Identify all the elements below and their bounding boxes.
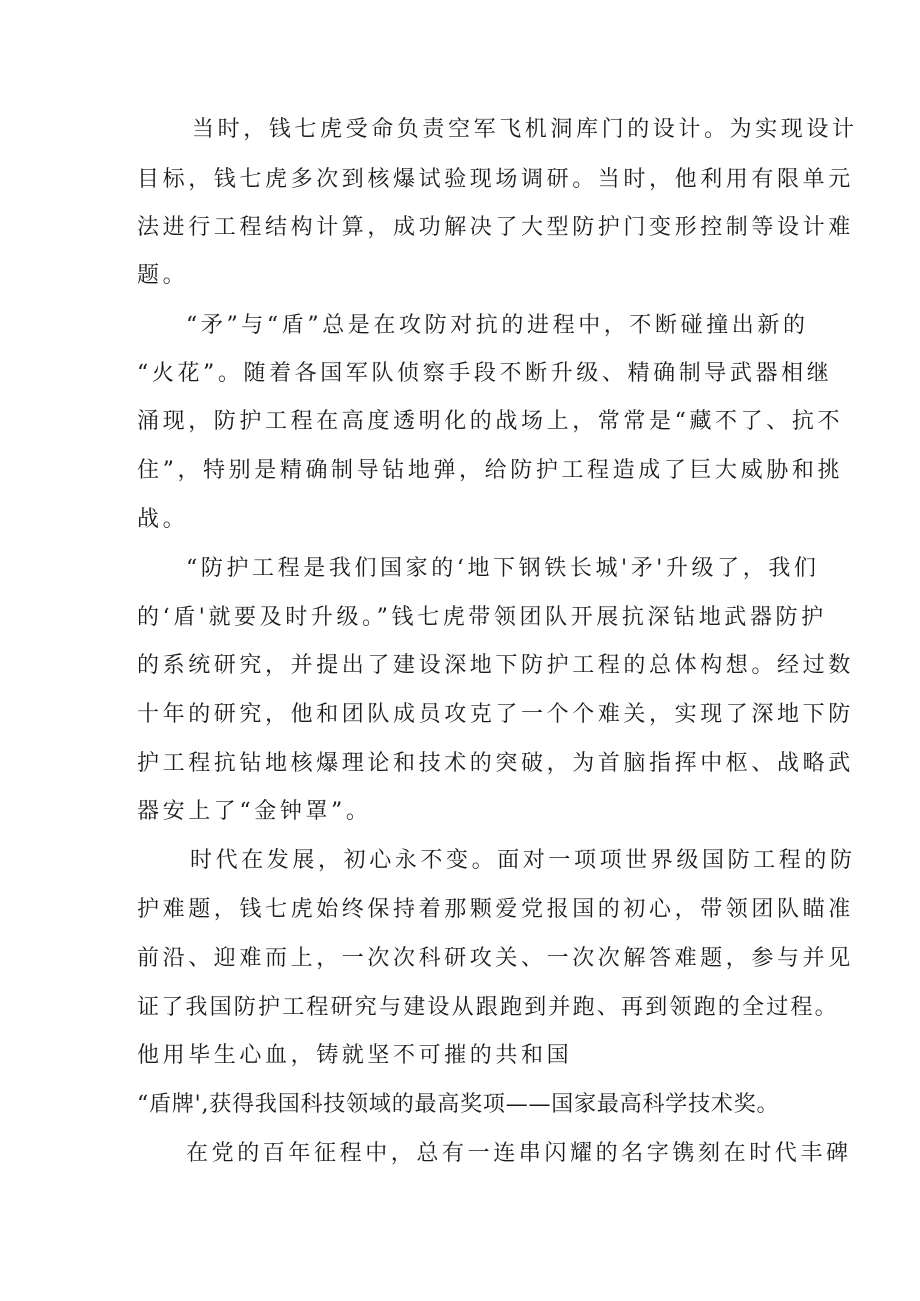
paragraph-2-line-4: 住”，特别是精确制导钻地弹，给防护工程造成了巨大威胁和挑 (137, 458, 844, 483)
paragraph-1-line-1: 当时，钱七虎受命负责空军飞机洞库门的设计。为实现设计 (192, 117, 858, 142)
paragraph-3-line-4: 十年的研究，他和团队成员攻克了一个个难关，实现了深地下防 (137, 702, 854, 727)
paragraph-3-line-3: 的系统研究，并提出了建设深地下防护工程的总体构想。经过数 (137, 653, 854, 678)
paragraph-5-line-1: 在党的百年征程中，总有一连串闪耀的名字镌刻在时代丰碑 (186, 1141, 852, 1166)
paragraph-4-line-1: 时代在发展，初心永不变。面对一项项世界级国防工程的防 (190, 848, 856, 873)
paragraph-2-line-3: 涌现，防护工程在高度透明化的战场上，常常是“藏不了、抗不 (137, 409, 844, 434)
paragraph-2-line-5: 战。 (137, 507, 189, 532)
paragraph-3-line-1: “防护工程是我们国家的‘地下钢铁长城'矛'升级了，我们 (186, 556, 820, 581)
paragraph-3-line-2: 的‘盾'就要及时升级。”钱七虎带领团队开展抗深钻地武器防护 (137, 605, 827, 630)
paragraph-4-line-3: 前沿、迎难而上，一次次科研攻关、一次次解答难题，参与并见 (137, 946, 854, 971)
paragraph-2-line-2: “火花”。随着各国军队侦察手段不断升级、精确制导武器相继 (137, 361, 833, 386)
paragraph-1-line-2: 目标，钱七虎多次到核爆试验现场调研。当时，他利用有限单元 (137, 167, 854, 192)
paragraph-1-line-3: 法进行工程结构计算，成功解决了大型防护门变形控制等设计难 (137, 215, 854, 240)
paragraph-3-line-5: 护工程抗钻地核爆理论和技术的突破，为首脑指挥中枢、战略武 (137, 751, 854, 776)
paragraph-4-line-2: 护难题，钱七虎始终保持着那颗爱党报国的初心，带领团队瞄准 (137, 897, 854, 922)
paragraph-3-line-6: 器安上了“金钟罩”。 (137, 799, 372, 824)
paragraph-4-line-5: 他用毕生心血，铸就坚不可摧的共和国 (137, 1043, 573, 1068)
paragraph-1-line-4: 题。 (137, 263, 189, 288)
paragraph-4-line-4: 证了我国防护工程研究与建设从跟跑到并跑、再到领跑的全过程。 (137, 995, 839, 1020)
paragraph-2-line-1: “矛”与“盾”总是在攻防对抗的进程中，不断碰撞出新的 (186, 313, 809, 338)
paragraph-4-line-6: “盾牌',获得我国科技领域的最高奖项——国家最高科学技术奖。 (137, 1092, 780, 1117)
